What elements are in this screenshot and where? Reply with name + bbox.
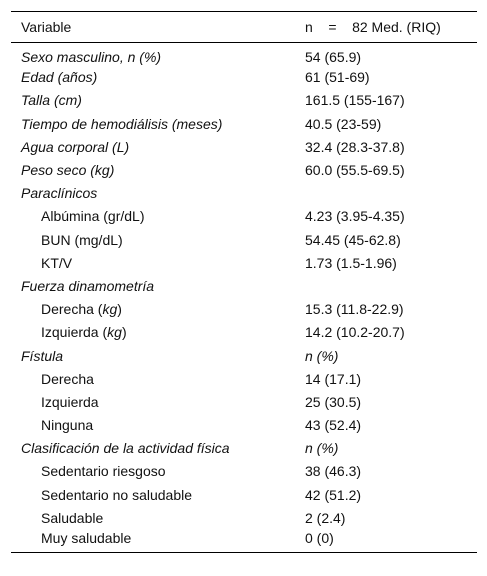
label-text: Derecha ( xyxy=(41,301,103,318)
table-row xyxy=(11,158,477,181)
table-row xyxy=(11,251,477,274)
table-row xyxy=(11,321,477,344)
row-label: Peso seco (kg) xyxy=(21,162,115,179)
unit-text: kg xyxy=(102,301,118,318)
table-row xyxy=(11,228,477,251)
table-header xyxy=(11,12,477,43)
table-row xyxy=(11,390,477,413)
table-row xyxy=(11,66,477,89)
label-text: Izquierda ( xyxy=(41,324,108,341)
row-value: 25 (30.5) xyxy=(305,393,362,410)
table-row xyxy=(11,460,477,483)
row-label: BUN (mg/dL) xyxy=(41,231,123,248)
row-value: 40.5 (23-59) xyxy=(305,115,382,132)
table-row xyxy=(11,112,477,135)
section-label: Fístula xyxy=(21,347,64,364)
row-label: KT/V xyxy=(41,254,73,271)
table-row xyxy=(11,414,477,437)
row-value: 2 (2.4) xyxy=(305,509,346,526)
row-value: 61 (51-69) xyxy=(305,69,370,86)
section-label: Clasificación de la actividad física xyxy=(21,440,230,457)
header-value: n = 82 Med. (RIQ) xyxy=(305,19,441,35)
table-row xyxy=(11,135,477,158)
section-label: Fuerza dinamometría xyxy=(21,277,155,294)
table-body xyxy=(11,43,477,553)
row-value: 54.45 (45-62.8) xyxy=(305,231,401,248)
data-table xyxy=(11,11,477,553)
row-value: n (%) xyxy=(305,347,339,364)
row-value xyxy=(305,274,477,297)
row-label: Muy saludable xyxy=(41,529,132,546)
row-label: Talla (cm) xyxy=(21,92,82,109)
row-label: Tiempo de hemodiálisis (meses) xyxy=(21,115,223,132)
label-text: ) xyxy=(121,324,127,341)
section-row xyxy=(11,437,477,460)
row-label: Sedentario no saludable xyxy=(41,486,193,503)
table-row xyxy=(11,43,477,66)
unit-text: kg xyxy=(107,324,122,341)
row-value: 38 (46.3) xyxy=(305,463,362,480)
row-value: 161.5 (155-167) xyxy=(305,92,405,109)
table-row xyxy=(11,483,477,506)
row-value: 60.0 (55.5-69.5) xyxy=(305,162,405,179)
row-value: 4.23 (3.95-4.35) xyxy=(305,208,405,225)
table-row xyxy=(11,89,477,112)
table-row xyxy=(11,367,477,390)
row-value: 14 (17.1) xyxy=(305,370,362,387)
row-label: Sexo masculino, n (%) xyxy=(21,49,162,66)
row-value: 54 (65.9) xyxy=(305,49,362,66)
row-label xyxy=(11,321,305,344)
data-table-container xyxy=(11,11,477,553)
header-variable: Variable xyxy=(21,19,72,35)
row-value: 14.2 (10.2-20.7) xyxy=(305,324,405,341)
section-row xyxy=(11,344,477,367)
row-label: Albúmina (gr/dL) xyxy=(41,208,145,225)
row-label: Sedentario riesgoso xyxy=(41,463,166,480)
table-row xyxy=(11,205,477,228)
row-value: 0 (0) xyxy=(305,529,334,546)
table-row xyxy=(11,506,477,529)
row-label: Agua corporal (L) xyxy=(21,138,130,155)
table-row xyxy=(11,529,477,552)
row-value: 42 (51.2) xyxy=(305,486,362,503)
row-value: n (%) xyxy=(305,440,339,457)
row-label: Ninguna xyxy=(41,417,94,434)
header-row xyxy=(11,12,477,43)
table-row xyxy=(11,298,477,321)
section-row xyxy=(11,274,477,297)
row-value xyxy=(305,182,477,205)
section-row xyxy=(11,182,477,205)
section-label: Paraclínicos xyxy=(21,185,98,202)
label-text: ) xyxy=(117,301,122,318)
row-value: 43 (52.4) xyxy=(305,417,362,434)
row-value: 32.4 (28.3-37.8) xyxy=(305,138,405,155)
row-label: Izquierda xyxy=(41,393,99,410)
row-value: 15.3 (11.8-22.9) xyxy=(305,301,404,318)
row-label: Derecha xyxy=(41,370,94,387)
row-label: Edad (años) xyxy=(21,69,98,86)
row-value: 1.73 (1.5-1.96) xyxy=(305,254,397,271)
row-label xyxy=(11,298,305,321)
row-label: Saludable xyxy=(41,509,104,526)
